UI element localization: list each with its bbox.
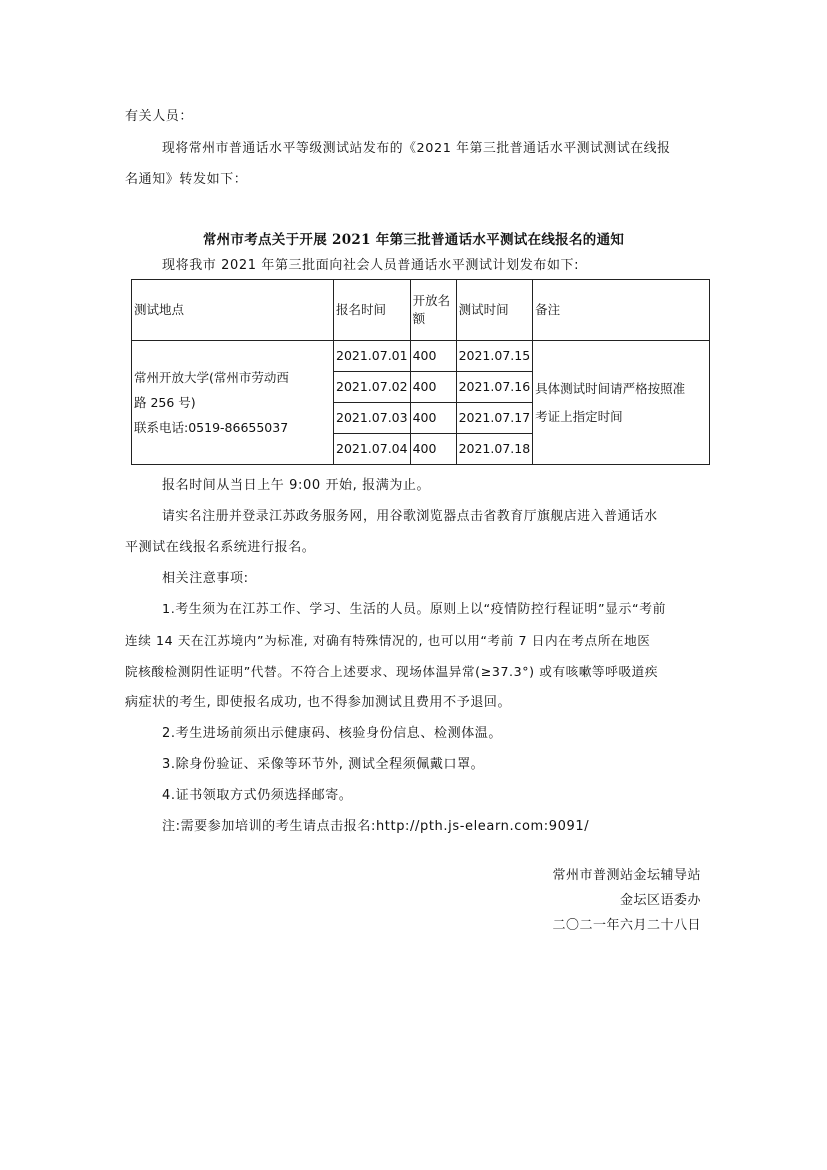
method-line-2: 平测试在线报名系统进行报名。	[125, 540, 316, 555]
location-line2: 路 256 号)	[134, 395, 196, 410]
remark-line1: 具体测试时间请严格按照准	[535, 380, 686, 396]
header-quota-line2: 额	[412, 311, 426, 326]
schedule-table	[131, 279, 710, 465]
signature-date: 二〇二一年六月二十八日	[552, 918, 701, 933]
note2: 2.考生进场前须出示健康码、核验身份信息、检测体温。	[162, 726, 503, 741]
header-quota	[410, 280, 456, 341]
test-date-cell: 2021.07.15	[456, 341, 533, 372]
location-phone: 联系电话:0519-86655037	[134, 420, 289, 435]
intro-line-1: 现将常州市普通话水平等级测试站发布的《2021 年第三批普通话水平测试测试在线报	[162, 141, 671, 156]
header-location: 测试地点	[132, 280, 334, 341]
table-row	[132, 341, 710, 372]
test-date-cell: 2021.07.17	[456, 403, 533, 434]
location-cell	[132, 341, 334, 465]
test-date-cell: 2021.07.18	[456, 434, 533, 465]
notice-title: 常州市考点关于开展 2021 年第三批普通话水平测试在线报名的通知	[202, 232, 625, 248]
quota-cell: 400	[410, 372, 456, 403]
header-quota-line1: 开放名	[412, 293, 451, 308]
notes-heading: 相关注意事项:	[162, 571, 249, 586]
location-line1: 常州开放大学(常州市劳动西	[134, 370, 289, 385]
note3: 3.除身份验证、采像等环节外, 测试全程须佩戴口罩。	[162, 757, 485, 772]
header-reg-time: 报名时间	[334, 280, 411, 341]
header-test-time: 测试时间	[456, 280, 533, 341]
salutation: 有关人员：	[125, 109, 194, 124]
test-date-cell: 2021.07.16	[456, 372, 533, 403]
registration-start-text: 报名时间从当日上午 9:00 开始, 报满为止。	[162, 478, 431, 493]
reg-date-cell: 2021.07.02	[334, 372, 411, 403]
note1-line-4: 病症状的考生, 即使报名成功, 也不得参加测试且费用不予退回。	[125, 695, 512, 710]
note1-line-2: 连续 14 天在江苏境内”为标准, 对确有特殊情况的, 也可以用“考前 7 日内在考点所在地医	[125, 633, 651, 648]
training-link[interactable]: 注:需要参加培训的考生请点击报名:http://pth.js-elearn.com:9091/	[162, 819, 590, 834]
header-remark: 备注	[533, 280, 710, 341]
method-line-1: 请实名注册并登录江苏政务服务网，用谷歌浏览器点击省教育厅旗舰店进入普通话水	[162, 509, 658, 524]
signature-org-2: 金坛区语委办	[619, 893, 701, 908]
remark-line2: 考证上指定时间	[535, 408, 623, 424]
training-note	[162, 818, 589, 836]
quota-cell: 400	[410, 434, 456, 465]
note4: 4.证书领取方式仍须选择邮寄。	[162, 788, 353, 803]
remark-cell	[533, 341, 710, 465]
signature-org-1: 常州市普测站金坛辅导站	[552, 868, 701, 883]
quota-cell: 400	[410, 341, 456, 372]
note1-line-3: 院核酸检测阴性证明”代替。不符合上述要求、现场体温异常(≥37.3°) 或有咳嗽等呼吸道疾	[125, 664, 659, 679]
note1-line-1: 1.考生须为在江苏工作、学习、生活的人员。原则上以“疫情防控行程证明”显示“考前	[162, 602, 666, 617]
lead-paragraph: 现将我市 2021 年第三批面向社会人员普通话水平测试计划发布如下:	[162, 258, 580, 273]
reg-date-cell: 2021.07.01	[334, 341, 411, 372]
quota-cell: 400	[410, 403, 456, 434]
reg-date-cell: 2021.07.03	[334, 403, 411, 434]
reg-date-cell: 2021.07.04	[334, 434, 411, 465]
table-header-row	[132, 280, 710, 341]
intro-line-2: 名通知》转发如下：	[125, 172, 248, 187]
